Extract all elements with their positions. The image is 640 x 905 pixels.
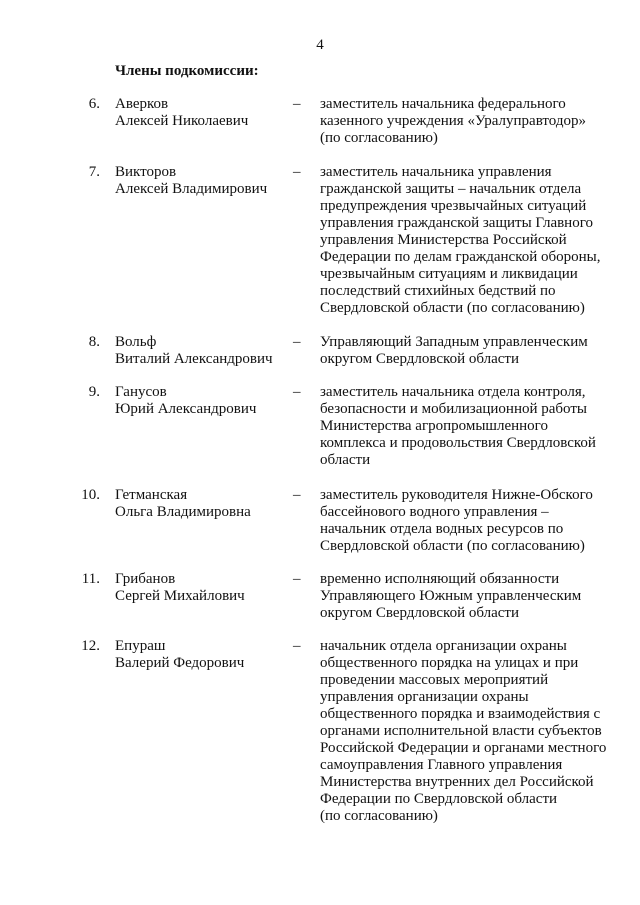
member-position-line: Федерации по Свердловской области	[320, 791, 558, 807]
member-name-line: Епураш	[115, 638, 166, 654]
member-number: 8.	[88, 334, 100, 350]
member-name	[115, 571, 285, 605]
member-name-line: Алексей Николаевич	[115, 113, 249, 129]
member-name-line: Ольга Владимировна	[115, 504, 251, 520]
member-position-line: управления организации охраны	[320, 689, 529, 705]
member-position-line: заместитель начальника управления	[320, 164, 552, 180]
member-position	[320, 487, 612, 555]
section-heading: Члены подкомиссии:	[115, 63, 259, 79]
page-number: 4	[316, 37, 324, 53]
member-dash: –	[293, 164, 301, 180]
member-name-line: Гетманская	[115, 487, 188, 503]
member-position-line: области	[320, 452, 371, 468]
member-number: 7.	[88, 164, 100, 180]
member-position-line: округом Свердловской области	[320, 351, 519, 367]
member-name	[115, 384, 285, 418]
member-position-line: управления гражданской защиты Главного	[320, 215, 593, 231]
member-number: 6.	[88, 96, 100, 112]
member-number: 10.	[81, 487, 100, 503]
member-name-line: Викторов	[115, 164, 177, 180]
member-position	[320, 384, 612, 469]
member-position	[320, 164, 612, 317]
member-name	[115, 487, 285, 521]
member-position-line: самоуправления Главного управления	[320, 757, 563, 773]
member-position-line: начальник отдела организации охраны	[320, 638, 567, 654]
member-position-line: заместитель начальника федерального	[320, 96, 566, 112]
member-name-line: Валерий Федорович	[115, 655, 245, 671]
member-number: 12.	[81, 638, 100, 654]
member-name-line: Ганусов	[115, 384, 167, 400]
member-position-line: общественного порядка на улицах и при	[320, 655, 579, 671]
member-dash: –	[293, 638, 301, 654]
member-name	[115, 638, 285, 672]
member-position-line: начальник отдела водных ресурсов по	[320, 521, 564, 537]
member-position-line: Федерации по делам гражданской обороны,	[320, 249, 601, 265]
member-number: 11.	[81, 571, 100, 587]
member-position	[320, 334, 612, 368]
member-position-line: бассейнового водного управления –	[320, 504, 549, 520]
member-name	[115, 164, 285, 198]
member-position-line: Свердловской области (по согласованию)	[320, 538, 585, 554]
member-position-line: комплекса и продовольствия Свердловской	[320, 435, 596, 451]
member-position-line: казенного учреждения «Уралуправтодор»	[320, 113, 586, 129]
member-position-line: гражданской защиты – начальник отдела	[320, 181, 582, 197]
member-position-line: округом Свердловской области	[320, 605, 519, 621]
member-name-line: Виталий Александрович	[115, 351, 273, 367]
member-position-line: временно исполняющий обязанности	[320, 571, 560, 587]
member-dash: –	[293, 96, 301, 112]
member-position-line: заместитель руководителя Нижне-Обского	[320, 487, 593, 503]
member-position-line: (по согласованию)	[320, 808, 438, 824]
member-position-line: (по согласованию)	[320, 130, 438, 146]
member-position	[320, 571, 612, 622]
member-position-line: проведении массовых мероприятий	[320, 672, 549, 688]
member-name-line: Аверков	[115, 96, 169, 112]
member-name-line: Вольф	[115, 334, 157, 350]
member-position-line: заместитель начальника отдела контроля,	[320, 384, 586, 400]
member-name-line: Юрий Александрович	[115, 401, 257, 417]
member-position-line: Управляющий Западным управленческим	[320, 334, 588, 350]
member-dash: –	[293, 384, 301, 400]
member-position-line: Министерства агропромышленного	[320, 418, 548, 434]
member-position-line: управления Министерства Российской	[320, 232, 567, 248]
member-name	[115, 334, 285, 368]
member-position-line: Министерства внутренних дел Российской	[320, 774, 594, 790]
member-position-line: общественного порядка и взаимодействия с	[320, 706, 601, 722]
member-position-line: органами исполнительной власти субъектов	[320, 723, 602, 739]
member-dash: –	[293, 487, 301, 503]
member-position	[320, 96, 612, 147]
member-position-line: предупреждения чрезвычайных ситуаций	[320, 198, 587, 214]
member-position-line: Российской Федерации и органами местного	[320, 740, 607, 756]
member-name-line: Алексей Владимирович	[115, 181, 268, 197]
member-dash: –	[293, 334, 301, 350]
member-position-line: Управляющего Южным управленческим	[320, 588, 582, 604]
member-name	[115, 96, 285, 130]
member-number: 9.	[88, 384, 100, 400]
member-position-line: последствий стихийных бедствий по	[320, 283, 556, 299]
member-name-line: Сергей Михайлович	[115, 588, 245, 604]
member-name-line: Грибанов	[115, 571, 176, 587]
member-position-line: чрезвычайным ситуациям и ликвидации	[320, 266, 578, 282]
member-position-line: Свердловской области (по согласованию)	[320, 300, 585, 316]
member-dash: –	[293, 571, 301, 587]
member-position	[320, 638, 612, 825]
member-position-line: безопасности и мобилизационной работы	[320, 401, 587, 417]
